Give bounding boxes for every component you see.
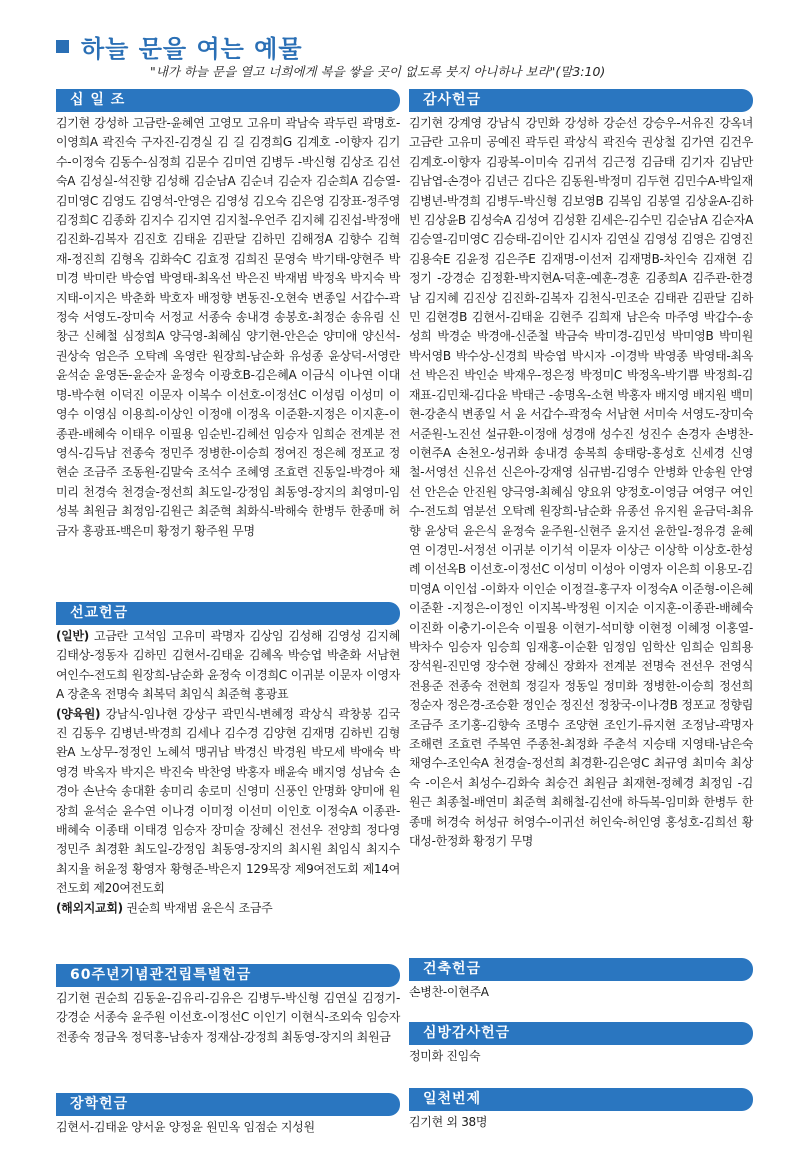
section-body-construction: 손병찬-이현주A — [409, 985, 489, 999]
section-mission — [56, 602, 400, 918]
section-thanks — [409, 89, 753, 851]
title-square-icon — [56, 40, 69, 53]
page-title: 하늘 문을 여는 예물 — [81, 34, 303, 63]
mission-tag-nurture: (양육원) — [56, 706, 101, 721]
section-construction — [409, 958, 753, 1002]
section-header-construction: 건축헌금 — [409, 958, 753, 981]
page-title-row — [56, 30, 303, 62]
section-building60 — [56, 964, 400, 1047]
section-body-tithe: 김기현 강성하 고금란-윤혜연 고영모 고유미 곽남숙 곽두린 곽명호-이영희A 곽진숙 구자진-김경실 김 길 김경희G 김계호 -이향자 김기수-이정숙 김동수-심정희 김문수 김미연 김병두 -박신형 김상조 김선숙A 김성실-석진향 김성해 김순남A 김순녀 김순자 김순희A 김승열-김미영C 김영도 김영석-안영은 김영성 김오숙 김은영 김장표-정주영 김정희C 김종화 김지수 김지연 김지철-우언주 김지혜 김진섭-박정애 김진화-김복자 김진호 김태윤 김판달 김하민 김해정A 김향수 김혁재-정진희 김형옥 김화숙C 김효정 김희진 문영숙 박기태-양현주 박미경 박미란 박승엽 박영태-최옥선 박은진 박재범 박정옥 박지숙 박지태-이지은 박춘화 박호자 배정향 변동진-오현숙 변종일 서갑수-곽정숙 서영도-장미숙 서정교 서종숙 송내경 송봉호-최정순 송유림 신창근 신혜철 심정희A 양극영-최혜심 양기현-안은순 양미애 양신석-권상숙 엄은주 오탁례 옥영란 원장희-남순화 유성종 윤상덕-서영란 윤석순 윤영돈-윤순자 윤정숙 이광호B-김은혜A 이금식 이나연 이대명-박수현 이덕진 이문자 이복수 이선호-이정선C 이성림 이성미 이영수 이영심 이용희-이상인 이정애 이정옥 이준환-지정은 이지훈-이종관-배혜숙 이태우 이필용 임순빈-김혜선 임승자 임희순 전계분 전영식-김득남 전종숙 정민주 정병한-이승희 정여진 정은혜 정포교 정현순 조금주 조동원-김말숙 조석수 조혜영 조효련 진동일-박경아 채미리 천경숙 천경술-정선희 최도일-강정임 최동영-장지의 최영미-임성복 최원금 최정임-김원근 최준혁 최화식-박해숙 한병두 한종매 허금자 홍광표-백은미 황정기 황주원 무명 — [56, 116, 400, 538]
section-header-mission: 선교헌금 — [56, 602, 400, 625]
section-body-thanks: 김기현 강계영 강남식 강민화 강성하 강순선 강승우-서유진 강옥녀 고금란 고유미 공예진 곽두린 곽상식 곽진숙 권상철 김가연 김건우 김계호-이향자 김광복-이미숙 김귀석 김근정 김금태 김기자 김남만 김남엽-손경아 김년근 김다은 김동원-박정미 김두현 김민수A-박일재 김병년-박경희 김병두-박신형 김보영B 김복임 김봉열 김상윤A-김하빈 김상윤B 김성숙A 김성여 김성환 김세은-김수민 김순남A 김순자A 김승열-김미영C 김승태-김이안 김시자 김연실 김영성 김영은 김영진 김용숙E 김윤정 김은주E 김재명-이선저 김재명B-차인숙 김재현 김정기 -강경순 김정환-박지현A-덕훈-예훈-경훈 김종희A 김주관-한경남 김지혜 김진상 김진화-김복자 김천식-민조순 김태관 김판달 김하민 김현경B 김현서-김태윤 김현주 김희재 남은숙 마주영 박갑수-송성희 박경순 박경애-신준철 박금숙 박미경-김민성 박미영B 박미원 박서영B 박수상-신경희 박승엽 박시자 -이경박 박영종 박영태-최옥선 박은진 박인순 박재우-정은정 박정미C 박정옥-박기쁨 박정희-김재표-김민채-김다윤 박태근 -송명옥-소현 박홍자 배지영 배지원 백미현-강춘식 변종일 서 윤 서갑수-곽정숙 서남현 서미숙 서영도-장미숙 서준원-노진선 설규환-이정애 성경애 성수진 성진수 손경자 손병찬-이현주A 손천오-성귀화 송내경 송복희 송태랑-홍성호 신세경 신영철-서영선 신유선 신은아-강재영 심규범-김영수 안병화 안송원 안영선 안은순 안진원 양극영-최혜심 양요위 양정호-이영금 여영구 여인수-전도희 염분선 오탁례 원장희-남순화 유종선 유지원 윤금덕-최유향 윤상덕 윤은식 윤정숙 윤주원-신현주 윤지선 윤한일-정유경 윤혜연 이경민-서정선 이귀분 이기석 이문자 이상근 이상학 이상호-한성례 이선옥B 이선호-이정선C 이성미 이성아 이영자 이은희 이용모-김미영A 이인섭 -이화자 이인순 이정걸-홍구자 이정숙A 이준형-이은혜 이준환 -지정은-이정인 이지복-박정원 이지순 이지훈-이종관-배혜숙 이진화 이충기-이은숙 이필용 이현기-석미향 이현정 이혜정 이홍열-박차수 임승자 임승희 임재홍-이순환 임정임 임학산 임희순 임희용 장석원-진민영 장수현 장혜신 장화자 전계분 전명숙 전선우 전영식 전용준 전종숙 전현희 정길자 정동일 정미화 정병한-이승희 정선희 정순자 정은경-조승환 정인순 정진선 정창국-이나경B 정포교 정향림 조금주 조기홍-김향숙 조명수 조양현 조인기-류지현 조정남-곽명자 조해련 조효련 주복연 주종천-최정화 주춘석 지승태 지영태-남은숙 채영수-조인숙A 천경술-정선희 최경환-김은영C 최규영 최미숙 최상숙 -이은서 최성수-김화숙 최승건 최원금 최재현-정혜경 최정임 -김원근 최종철-배연미 최준혁 최해철-김선애 하득복-임미화 한병두 한종매 허경숙 허성규 허영수-이귀선 허인숙-허인영 홍성호-김희선 황대성-한정화 황정기 무명 — [409, 116, 753, 849]
section-body-visit-thanks: 정미화 진임숙 — [409, 1049, 481, 1063]
section-header-tithe: 십 일 조 — [56, 89, 400, 112]
section-header-ilcheon: 일천번제 — [409, 1088, 753, 1111]
mission-tag-general: (일반) — [56, 629, 89, 643]
section-tithe — [56, 89, 400, 541]
section-ilcheon — [409, 1088, 753, 1132]
section-header-thanks: 감사헌금 — [409, 89, 753, 112]
mission-names-nurture: 강남식-임나현 강상구 곽민식-변혜정 곽상식 곽창봉 김국진 김동우 김병년-박경희 김세나 김수경 김양현 김재명 김하빈 김형완A 노상무-정정인 노혜석 맹귀남 박경신 박경원 박모세 박애숙 박영경 박옥자 박지은 박진숙 박찬영 박홍자 배윤숙 배지영 성남숙 손경아 손난숙 송대환 송미리 송로미 신영미 신풍인 안명화 양미애 원장희 윤석순 윤수연 이나경 이미정 이선미 이인호 이정숙A 이종관-배혜숙 이종태 이태경 임승자 장미술 장혜신 전선우 전양희 정다영 정민주 최경환 최도일-강정임 최동영-장지의 최시원 최임식 최지수 최지율 허윤정 황영자 황형준-박은지 129목장 제9여전도회 제14여전도회 제20여전도회 — [56, 706, 400, 896]
section-header-building60: 60주년기념관건립특별헌금 — [56, 964, 400, 987]
section-scholarship — [56, 1093, 400, 1137]
bible-verse: "내가 하늘 문을 열고 너희에게 복을 쌓을 곳이 없도록 붓지 아니하나 보라"(말3:10) — [150, 64, 606, 79]
section-header-scholarship: 장학헌금 — [56, 1093, 400, 1116]
mission-tag-overseas: (해외지교회) — [56, 900, 123, 915]
mission-names-general: 고금란 고석임 고유미 곽명자 김상임 김성해 김영성 김지혜 김태상-정동자 김하민 김현서-김태윤 김혜옥 박승엽 박춘화 서남현 여인수-전도희 원장희-남순화 윤정숙 이경희C 이귀분 이문자 이영자A 장춘옥 전명숙 최복덕 최임식 최준혁 홍광표 — [56, 629, 400, 702]
section-visit-thanks — [409, 1022, 753, 1066]
section-body-scholarship: 김현서-김태윤 양서윤 양정윤 원민옥 임점순 지성원 — [56, 1120, 315, 1134]
section-header-visit-thanks: 심방감사헌금 — [409, 1022, 753, 1045]
section-body-mission — [56, 625, 400, 918]
section-body-ilcheon: 김기현 외 38명 — [409, 1115, 488, 1129]
mission-names-overseas: 권순희 박재범 윤은식 조금주 — [122, 900, 273, 915]
section-body-building60: 김기현 권순희 김동윤-김유리-김유은 김병두-박신형 김연실 김정기-강경순 서종숙 윤주원 이선호-이정선C 이인기 이현식-조외숙 임승자 전종숙 정금옥 정덕홍-남송자 정재삼-강정희 최동영-장지의 최원금 — [56, 991, 400, 1044]
